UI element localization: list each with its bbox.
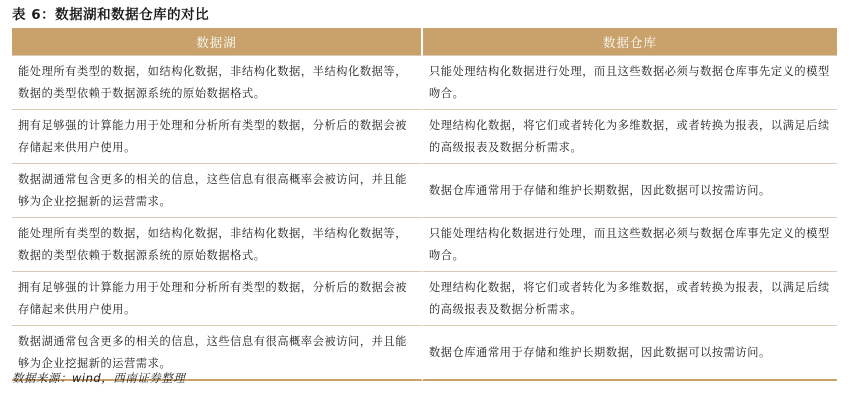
table-row: [12, 271, 837, 325]
cell-data-warehouse: 处理结构化数据，将它们或者转化为多维数据，或者转换为报表，以满足后续的高级报表及数据分析需求。: [423, 109, 837, 163]
table-title: 表 6：数据湖和数据仓库的对比: [12, 7, 210, 23]
cell-data-lake: 数据湖通常包含更多的相关的信息，这些信息有很高概率会被访问，并且能够为企业挖掘新的运营需求。: [12, 163, 423, 217]
table-row: [12, 109, 837, 163]
source-note: 数据来源：wind，西南证券整理: [12, 371, 186, 385]
header-data-warehouse: 数据仓库: [423, 28, 837, 55]
table-row: [12, 163, 837, 217]
comparison-table: [12, 28, 837, 381]
cell-data-lake: 数据湖通常包含更多的相关的信息，这些信息有很高概率会被访问，并且能够为企业挖掘新的运营需求。: [12, 325, 423, 381]
table-row: [12, 217, 837, 271]
cell-data-warehouse: 处理结构化数据，将它们或者转化为多维数据，或者转换为报表，以满足后续的高级报表及数据分析需求。: [423, 271, 837, 325]
cell-data-warehouse: 只能处理结构化数据进行处理，而且这些数据必须与数据仓库事先定义的模型吻合。: [423, 217, 837, 271]
cell-data-lake: 拥有足够强的计算能力用于处理和分析所有类型的数据，分析后的数据会被存储起来供用户使用。: [12, 271, 423, 325]
cell-data-warehouse: 数据仓库通常用于存储和维护长期数据，因此数据可以按需访问。: [423, 163, 837, 217]
cell-data-lake: 能处理所有类型的数据，如结构化数据，非结构化数据，半结构化数据等，数据的类型依赖于数据源系统的原始数据格式。: [12, 55, 423, 109]
cell-data-lake: 拥有足够强的计算能力用于处理和分析所有类型的数据，分析后的数据会被存储起来供用户使用。: [12, 109, 423, 163]
table-row: [12, 55, 837, 109]
cell-data-warehouse: 数据仓库通常用于存储和维护长期数据，因此数据可以按需访问。: [423, 325, 837, 381]
table-header-row: [12, 28, 837, 55]
cell-data-lake: 能处理所有类型的数据，如结构化数据，非结构化数据，半结构化数据等，数据的类型依赖于数据源系统的原始数据格式。: [12, 217, 423, 271]
header-data-lake: 数据湖: [12, 28, 423, 55]
cell-data-warehouse: 只能处理结构化数据进行处理，而且这些数据必须与数据仓库事先定义的模型吻合。: [423, 55, 837, 109]
